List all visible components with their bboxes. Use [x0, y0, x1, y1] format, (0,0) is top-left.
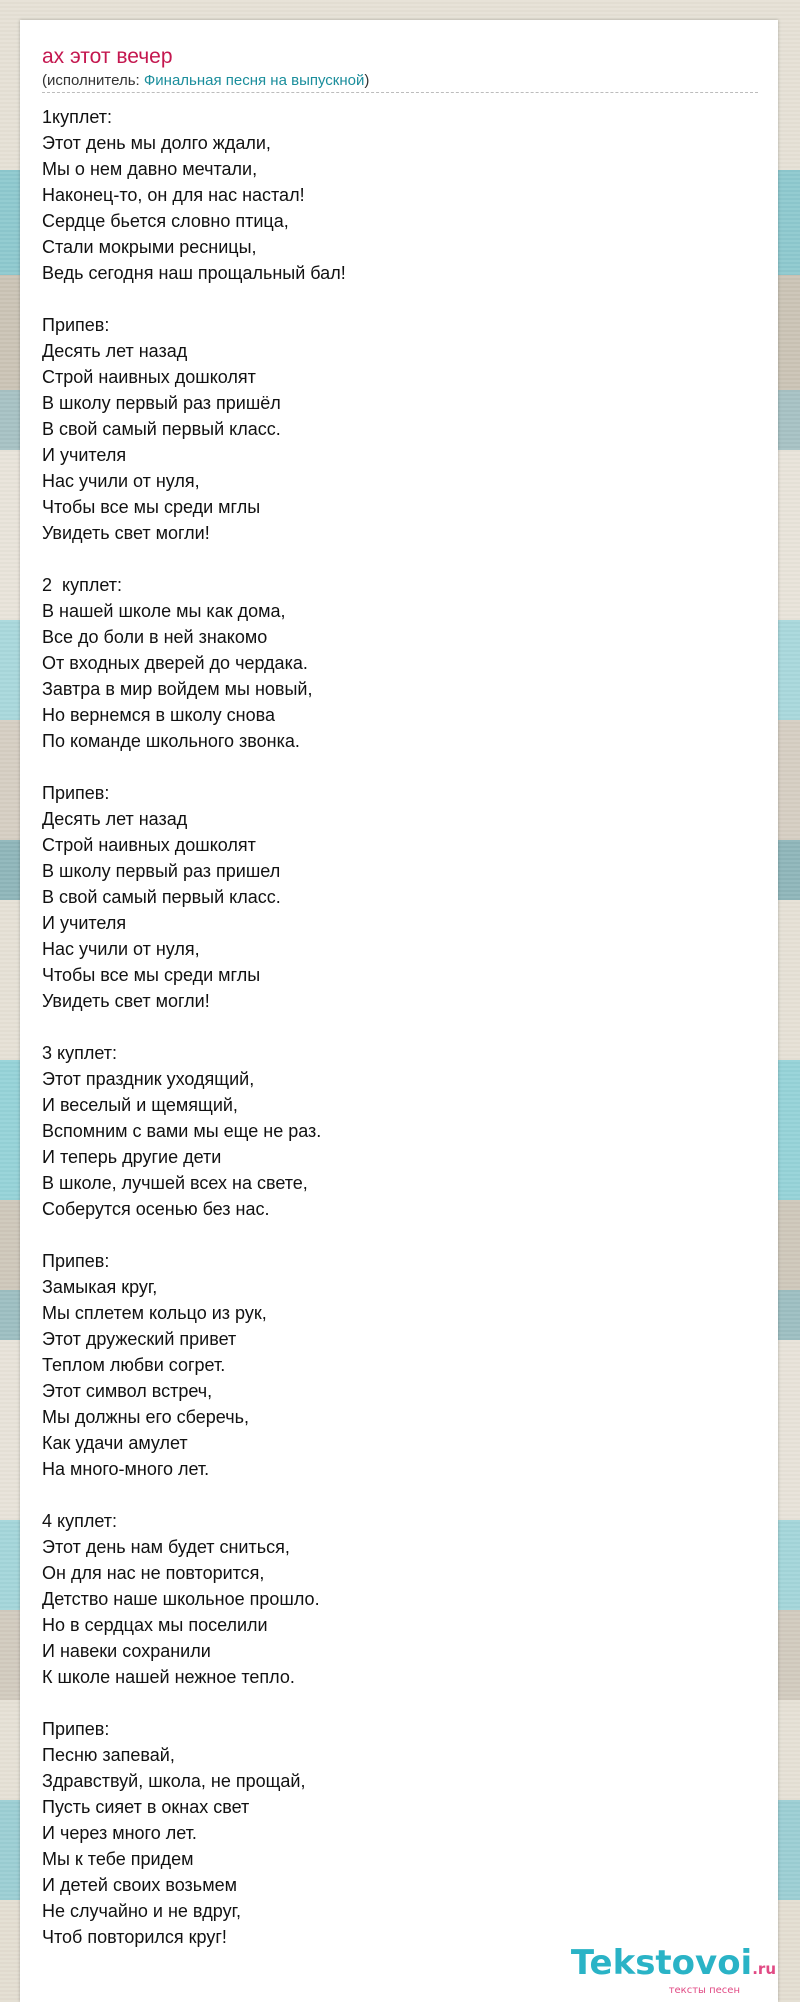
- logo-tagline: тексты песен: [668, 1985, 740, 1996]
- divider: [42, 92, 758, 93]
- logo-name: Tekstovoi: [570, 1943, 753, 1983]
- song-title: ах этот вечер: [42, 45, 173, 68]
- lyrics-text: 1куплет: Этот день мы долго ждали, Мы о нем давно мечтали, Наконец-то, он для нас настал! Сердце бьется словно птица, Стали мокрыми ресницы, Ведь сегодня наш прощальный бал! Припев: Десять лет назад Строй наивных дошколят В школу первый раз пришёл В свой самый первый класс. И учителя Нас учили от нуля, Чтобы все мы среди мглы Увидеть свет могли! 2 куплет: В нашей школе мы как дома, Все до боли в ней знакомо От входных дверей до чердака. Завтра в мир войдем мы новый, Но вернемся в школу снова По команде школьного звонка. Припев: Десять лет назад Строй наивных дошколят В школу первый раз пришел В свой самый первый класс. И учителя Нас учили от нуля, Чтобы все мы среди мглы Увидеть свет могли! 3 куплет: Этот праздник уходящий, И веселый и щемящий, Вспомним с вами мы еще не раз. И теперь другие дети В школе, лучшей всех на свете, Соберутся осенью без нас. Припев: Замыкая круг, Мы сплетем кольцо из рук, Этот дружеский привет Теплом любви согрет. Этот символ встреч, Мы должны его сберечь, Как удачи амулет На много-много лет. 4 куплет: Этот день нам будет сниться, Он для нас не повторится, Детство наше школьное прошло. Но в сердцах мы поселили И навеки сохранили К школе нашей нежное тепло. Припев: Песню запевай, Здравствуй, школа, не прощай, Пусть сияет в окнах свет И через много лет. Мы к тебе придем И детей своих возьмем Не случайно и не вдруг, Чтоб повторился круг!: [42, 107, 346, 1947]
- artist-suffix: ): [364, 72, 370, 89]
- logo-tld: .ru: [752, 1960, 776, 1978]
- artist-line: [42, 72, 369, 90]
- site-logo[interactable]: [571, 1945, 776, 1996]
- artist-prefix: (исполнитель:: [42, 72, 144, 89]
- artist-link[interactable]: Финальная песня на выпускной: [143, 72, 365, 89]
- lyrics-page: [20, 20, 778, 2002]
